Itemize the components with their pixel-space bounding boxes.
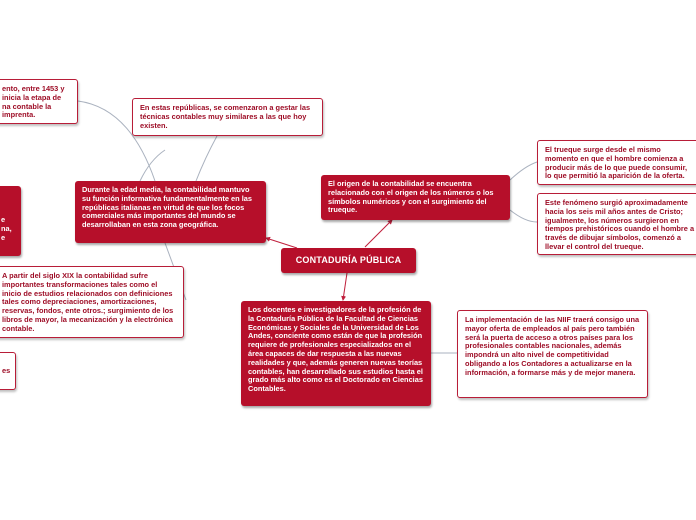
link-central-docentes [343, 273, 347, 300]
node-docentes-text: Los docentes e investigadores de la profesión de la Contaduría Pública de la Facultad de Ciencias Económicas y Sociales de la Universidad de Los Andes, conciente como están de que la profesión requiere de profesionales especializados en el área capaces de dar respuesta a las nuevas realidades y que, además generen nuevas teorías contables, han desarrollado sus estudios hasta el grado más alto como es el Doctorado en Ciencias Contables. [248, 305, 423, 394]
node-siglo-xix-text: A partir del siglo XIX la contabilidad sufre importantes transformaciones tales como el inicio de estudios relacionados con definiciones tales como depreciaciones, amortizaciones, reservas, fondos, ente otros.; surgimiento de los libros de mayor, la mecanización y la electrónica contable. [2, 271, 174, 333]
central-topic-label: CONTADURÍA PÚBLICA [295, 255, 402, 265]
node-edad-media[interactable] [75, 181, 266, 243]
central-topic[interactable] [281, 248, 416, 273]
node-renacimiento-text: ento, entre 1453 y inicia la etapa de na contable la imprenta. [2, 84, 65, 120]
node-republicas[interactable] [132, 98, 323, 136]
node-fenomeno-text: Este fenómeno surgió aproximadamente hacia los seis mil años antes de Cristo; igualmente, los números surgieron en tiempos prehistóricos cuando el hombre a través de dibujar símbolos, comenzó a llevar el control del trueque. [545, 198, 695, 251]
node-origen-text: El origen de la contabilidad se encuentra relacionado con el origen de los números o los símbolos numéricos y con el surgimiento del trueque. [328, 179, 494, 215]
node-left-partial-2[interactable] [0, 352, 16, 390]
link-edad-republicas [196, 136, 217, 181]
node-left-partial-1[interactable] [0, 186, 21, 256]
node-renacimiento[interactable] [0, 79, 78, 124]
link-origen-fenomeno [510, 210, 537, 222]
node-siglo-xix[interactable] [0, 266, 184, 338]
node-niif-text: La implementación de las NIIF traerá consigo una mayor oferta de empleados al país pero también será la puerta de acceso a otros países para los profesionales contables nacionales, además impondrá un alto nivel de competitividad obligando a los Contadores a actualizarse en la información, a formarse más y de mejor manera. [465, 315, 640, 377]
node-docentes[interactable] [241, 301, 431, 406]
link-central-edad-media [266, 238, 297, 248]
node-edad-media-text: Durante la edad media, la contabilidad mantuvo su función informativa fundamentalmente en las repúblicas italianas en virtud de que los focos comerciales más importantes del mundo se desarrollaban en esta zona geográfica. [82, 185, 253, 230]
node-trueque-text: El trueque surge desde el mismo momento en que el hombre comienza a producir más de lo que puede consumir, lo que permitió la aparición de la oferta. [545, 145, 688, 181]
node-republicas-text: En estas repúblicas, se comenzaron a gestar las técnicas contables muy similares a las que hoy existen. [140, 103, 311, 130]
node-niif[interactable] [457, 310, 648, 398]
node-left-partial-2-text: es [2, 366, 11, 375]
node-trueque[interactable] [537, 140, 696, 185]
node-fenomeno[interactable] [537, 193, 696, 255]
link-origen-trueque [510, 162, 537, 180]
node-left-partial-1-text: e na, e [1, 215, 12, 242]
node-origen[interactable] [321, 175, 510, 220]
link-central-origen [365, 220, 392, 247]
